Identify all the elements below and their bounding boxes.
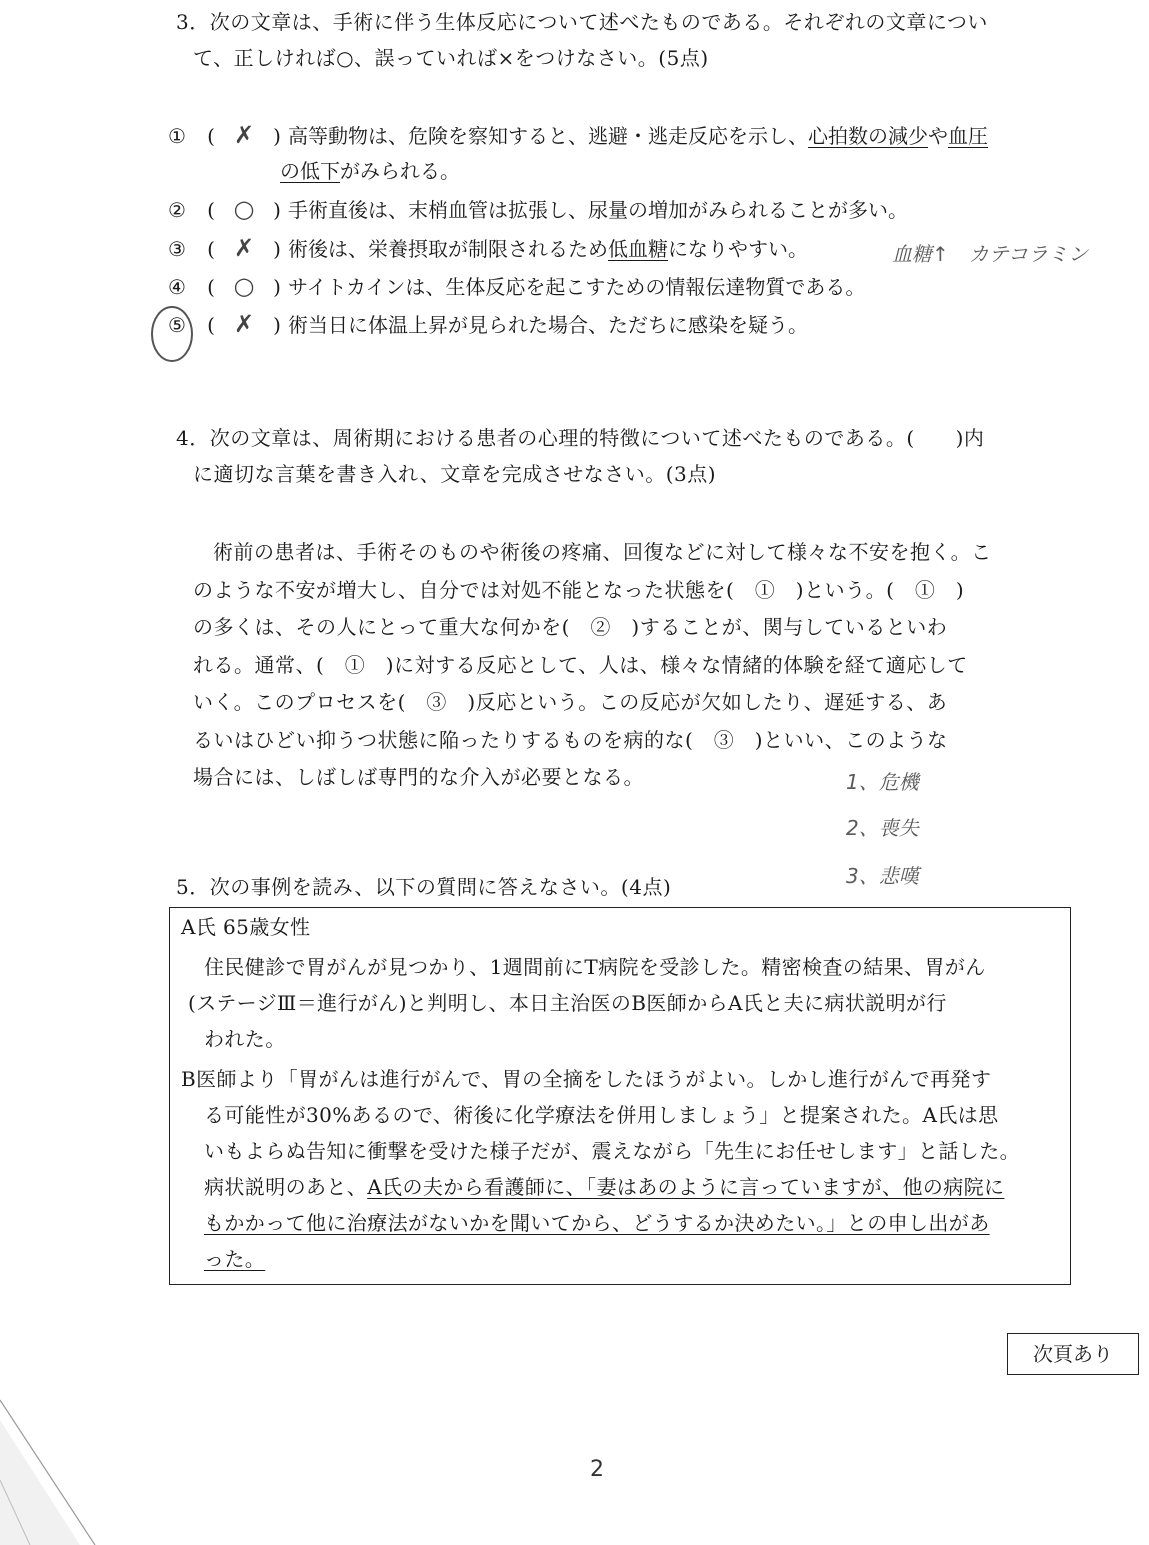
case-line: る可能性が30%あるので、術後に化学療法を併用しましょう」と提案された。A氏は思 bbox=[204, 1103, 999, 1127]
item-number: ② bbox=[168, 198, 186, 222]
underlined-text: 血圧 bbox=[948, 124, 988, 148]
handwritten-note-item3: 血糖↑ カテコラミン bbox=[892, 242, 1088, 266]
case-line: われた。 bbox=[204, 1027, 286, 1051]
q4-body-line: 場合には、しばしば専門的な介入が必要となる。 bbox=[193, 765, 644, 789]
underlined-text: 低血糖 bbox=[608, 237, 668, 261]
page-number: 2 bbox=[590, 1457, 604, 1482]
underlined-text: もかかって他に治療法がないかを聞いてから、どうするか決めたい。」との申し出があ bbox=[204, 1211, 990, 1235]
item-text: になりやすい。 bbox=[668, 237, 808, 261]
q3-item-5: ⑤ ( ✗ ) 術当日に体温上昇が見られた場合、ただちに感染を疑う。 bbox=[168, 310, 808, 338]
handwritten-answer: ○ bbox=[233, 272, 255, 300]
q3-item-1-cont bbox=[280, 157, 460, 185]
handwritten-answer-2: 2、喪失 bbox=[846, 816, 919, 840]
item-number: ④ bbox=[168, 275, 186, 299]
handwritten-answer-1: 1、危機 bbox=[846, 770, 919, 794]
item-text: 高等動物は、危険を察知すると、逃避・逃走反応を示し、 bbox=[288, 124, 808, 148]
q3-heading-line1: 3．次の文章は、手術に伴う生体反応について述べたものである。それぞれの文章につい bbox=[176, 10, 988, 34]
case-line: いもよらぬ告知に衝撃を受けた様子だが、震えながら「先生にお任せします」と話した。 bbox=[204, 1139, 1020, 1163]
case-title: A氏 65歳女性 bbox=[181, 915, 311, 939]
item-text: 手術直後は、末梢血管は拡張し、尿量の増加がみられることが多い。 bbox=[288, 198, 908, 222]
next-page-notice: 次頁あり bbox=[1007, 1333, 1139, 1375]
q4-body-line: いく。このプロセスを( ③ )反応という。この反応が欠如したり、遅延する、あ bbox=[193, 690, 948, 714]
case-line bbox=[204, 1209, 990, 1237]
q3-item-2: ② ( ○ ) 手術直後は、末梢血管は拡張し、尿量の増加がみられることが多い。 bbox=[168, 195, 908, 223]
case-text: 病状説明のあと、 bbox=[204, 1175, 368, 1199]
handwritten-answer: ✗ bbox=[233, 234, 255, 262]
handwritten-answer: ✗ bbox=[233, 310, 255, 338]
item-number: ⑤ bbox=[168, 313, 186, 337]
q4-heading-line2: に適切な言葉を書き入れ、文章を完成させなさい。(3点) bbox=[193, 462, 717, 486]
item-number: ③ bbox=[168, 237, 186, 261]
handwritten-answer: ✗ bbox=[233, 121, 255, 149]
underlined-text: の低下 bbox=[280, 159, 340, 183]
item-text: 術当日に体温上昇が見られた場合、ただちに感染を疑う。 bbox=[288, 313, 808, 337]
q4-body-line: のような不安が増大し、自分では対処不能となった状態を( ① )という。( ① ) bbox=[193, 578, 965, 602]
q3-item-3: ③ ( ✗ ) 術後は、栄養摂取が制限されるため低血糖になりやすい。 bbox=[168, 234, 808, 262]
underlined-text: A氏の夫から看護師に、「妻はあのように言っていますが、他の病院に bbox=[367, 1175, 1005, 1199]
case-line bbox=[204, 1245, 265, 1273]
handwritten-circle-mark bbox=[148, 302, 198, 364]
case-line: (ステージⅢ＝進行がん)と判明し、本日主治医のB医師からA氏と夫に病状説明が行 bbox=[188, 991, 947, 1015]
q4-body-line: 術前の患者は、手術そのものや術後の疼痛、回復などに対して様々な不安を抱く。こ bbox=[213, 540, 992, 564]
underlined-text: 心拍数の減少 bbox=[808, 124, 928, 148]
item-text: 術後は、栄養摂取が制限されるため bbox=[288, 237, 608, 261]
q3-heading-line2: て、正しければ○、誤っていれば×をつけなさい。(5点) bbox=[193, 46, 709, 70]
q3-item-4: ④ ( ○ ) サイトカインは、生体反応を起こすための情報伝達物質である。 bbox=[168, 272, 866, 300]
q4-body-line: るいはひどい抑うつ状態に陥ったりするものを病的な( ③ )といい、このような bbox=[193, 728, 948, 752]
case-line bbox=[204, 1173, 1004, 1201]
case-line: B医師より「胃がんは進行がんで、胃の全摘をしたほうがよい。しかし進行がんで再発す bbox=[181, 1067, 992, 1091]
q5-heading: 5．次の事例を読み、以下の質問に答えなさい。(4点) bbox=[176, 875, 672, 899]
item-number: ① bbox=[168, 124, 186, 148]
handwritten-answer: ○ bbox=[233, 195, 255, 223]
q4-heading-line1: 4．次の文章は、周術期における患者の心理的特徴について述べたものである。( )内 bbox=[176, 426, 985, 450]
item-text: サイトカインは、生体反応を起こすための情報伝達物質である。 bbox=[288, 275, 866, 299]
q3-item-1: ① ( ✗ ) 高等動物は、危険を察知すると、逃避・逃走反応を示し、心拍数の減少や血圧 bbox=[168, 121, 988, 149]
item-text: や bbox=[928, 124, 948, 148]
item-text: がみられる。 bbox=[340, 159, 460, 183]
q4-body-line: の多くは、その人にとって重大な何かを( ② )することが、関与しているといわ bbox=[193, 615, 948, 639]
underlined-text: った。 bbox=[204, 1247, 266, 1271]
q4-body-line: れる。通常、( ① )に対する反応として、人は、様々な情緒的体験を経て適応して bbox=[193, 653, 968, 677]
handwritten-answer-3: 3、悲嘆 bbox=[846, 864, 919, 888]
case-line: 住民健診で胃がんが見つかり、1週間前にT病院を受診した。精密検査の結果、胃がん bbox=[204, 955, 986, 979]
